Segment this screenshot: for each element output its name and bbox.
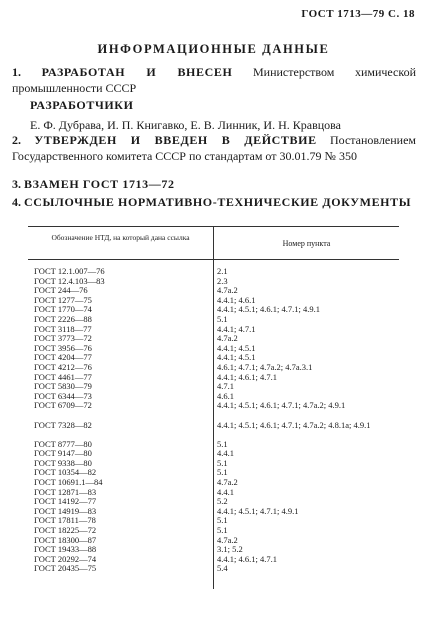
clause-numbers: 4.7а.2 (217, 285, 238, 296)
standard-designation: ГОСТ 20292—74 (34, 553, 97, 564)
clause-numbers: 4.4.1; 4.5.1; 4.6.1; 4.7.1; 4.9.1 (217, 304, 320, 315)
standard-designation: ГОСТ 18225—72 (34, 525, 97, 536)
item-2-number: 2. (12, 133, 21, 147)
table-row (28, 401, 399, 420)
standard-designation: ГОСТ 9147—80 (34, 448, 92, 459)
clause-numbers: 4.7а.2 (217, 534, 238, 545)
clause-numbers: 4.4.1; 4.6.1; 4.7.1 (217, 553, 277, 564)
standard-designation: ГОСТ 3773—72 (34, 333, 92, 344)
standard-designation: ГОСТ 1277—75 (34, 294, 92, 305)
clause-numbers: 4.4.1; 4.5.1; 4.6.1; 4.7.1; 4.7а.2; 4.8.1а; 4.9.1 (217, 419, 371, 430)
standard-designation: ГОСТ 1770—74 (34, 304, 92, 315)
clause-numbers: 4.6.1 (217, 390, 234, 401)
standard-designation: ГОСТ 17811—78 (34, 515, 96, 526)
standard-designation: ГОСТ 8777—80 (34, 438, 92, 449)
column-header-clause: Номер пункта (282, 239, 331, 248)
standard-designation: ГОСТ 7328—82 (34, 419, 92, 430)
clause-numbers: 4.7а.2 (217, 333, 238, 344)
standard-designation: ГОСТ 4461—77 (34, 371, 92, 382)
standard-designation: ГОСТ 18300—87 (34, 534, 97, 545)
item-2-heading: УТВЕРЖДЕН И ВВЕДЕН В ДЕЙСТВИЕ (34, 133, 317, 147)
clause-numbers: 5.1 (217, 525, 228, 536)
column-header-document: Обозначение НТД, на который дана ссылка (51, 233, 190, 242)
standard-designation: ГОСТ 4212—76 (34, 361, 92, 372)
item-2-text: Постановлением Государственного комитета СССР по стандартам от 30.01.79 № 350 (12, 133, 417, 163)
clause-numbers: 5.1 (217, 313, 228, 324)
clause-numbers: 4.4.1; 4.7.1 (217, 323, 256, 334)
item-4 (12, 194, 416, 210)
clause-numbers: 5.1 (217, 515, 228, 526)
standard-designation: ГОСТ 10354—82 (34, 467, 97, 478)
clause-numbers: 4.4.1; 4.5.1; 4.6.1; 4.7.1; 4.7а.2; 4.9.1 (217, 400, 346, 411)
clause-numbers: 5.4 (217, 563, 228, 574)
page-header: ГОСТ 1713—79 С. 18 (301, 8, 415, 20)
standard-designation: ГОСТ 19433—88 (34, 544, 97, 555)
clause-numbers: 4.4.1 (217, 486, 234, 497)
standard-designation: ГОСТ 9338—80 (34, 457, 92, 468)
clause-numbers: 5.1 (217, 457, 228, 468)
standard-designation: ГОСТ 4204—77 (34, 352, 92, 363)
clause-numbers: 4.4.1; 4.6.1; 4.7.1 (217, 371, 277, 382)
document-title: ИНФОРМАЦИОННЫЕ ДАННЫЕ (97, 42, 330, 56)
clause-numbers: 4.4.1; 4.5.1 (217, 342, 256, 353)
clause-numbers: 4.4.1; 4.5.1 (217, 352, 256, 363)
standard-designation: ГОСТ 6344—73 (34, 390, 92, 401)
clause-numbers: 5.1 (217, 467, 228, 478)
standard-designation: ГОСТ 6709—72 (34, 400, 92, 411)
clause-numbers: 4.4.1 (217, 448, 234, 459)
item-3 (12, 176, 416, 192)
item-1-text: Министерством химической промышленности СССР (12, 65, 417, 95)
clause-numbers: 4.6.1; 4.7.1; 4.7а.2; 4.7а.3.1 (217, 361, 313, 372)
item-1-number: 1. (12, 65, 21, 79)
clause-numbers: 2.3 (217, 275, 228, 286)
item-2 (12, 132, 416, 164)
clause-numbers: 2.1 (217, 266, 228, 276)
clause-numbers: 4.7.1 (217, 381, 234, 392)
item-1 (12, 64, 416, 96)
standard-designation: ГОСТ 12.4.103—83 (34, 275, 105, 286)
item-3-number: 3. (12, 177, 21, 191)
standard-designation: ГОСТ 3956—76 (34, 342, 92, 353)
item-1-heading: РАЗРАБОТАН И ВНЕСЕН (41, 65, 233, 79)
clause-numbers: 5.2 (217, 496, 228, 507)
item-4-heading: ССЫЛОЧНЫЕ НОРМАТИВНО-ТЕХНИЧЕСКИЕ ДОКУМЕНТЫ (24, 195, 412, 209)
developers-heading: РАЗРАБОТЧИКИ (30, 98, 134, 112)
standard-designation: ГОСТ 12871—83 (34, 486, 97, 497)
standard-designation: ГОСТ 14192—77 (34, 496, 97, 507)
clause-numbers: 4.7а.2 (217, 477, 238, 488)
standard-designation: ГОСТ 14919—83 (34, 505, 97, 516)
standard-designation: ГОСТ 10691.1—84 (34, 477, 103, 488)
references-table (28, 226, 399, 574)
standard-designation: ГОСТ 3118—77 (34, 323, 92, 334)
table-row (28, 564, 399, 574)
standard-designation: ГОСТ 20435—75 (34, 563, 97, 574)
developers-list: Е. Ф. Дубрава, И. П. Книгавко, Е. В. Линник, И. Н. Кравцова (30, 118, 341, 132)
standard-designation: ГОСТ 12.1.007—76 (34, 266, 105, 276)
standard-designation: ГОСТ 2226—88 (34, 313, 92, 324)
clause-numbers: 4.4.1; 4.6.1 (217, 294, 256, 305)
table-row (28, 421, 399, 440)
standard-designation: ГОСТ 244—76 (34, 285, 88, 296)
item-4-number: 4. (12, 195, 21, 209)
clause-numbers: 3.1; 5.2 (217, 544, 243, 555)
table-header (28, 227, 399, 260)
clause-numbers: 5.1 (217, 438, 228, 449)
table-body (28, 260, 399, 574)
clause-numbers: 4.4.1; 4.5.1; 4.7.1; 4.9.1 (217, 505, 299, 516)
standard-designation: ГОСТ 5830—79 (34, 381, 92, 392)
item-3-heading: ВЗАМЕН ГОСТ 1713—72 (24, 177, 175, 191)
